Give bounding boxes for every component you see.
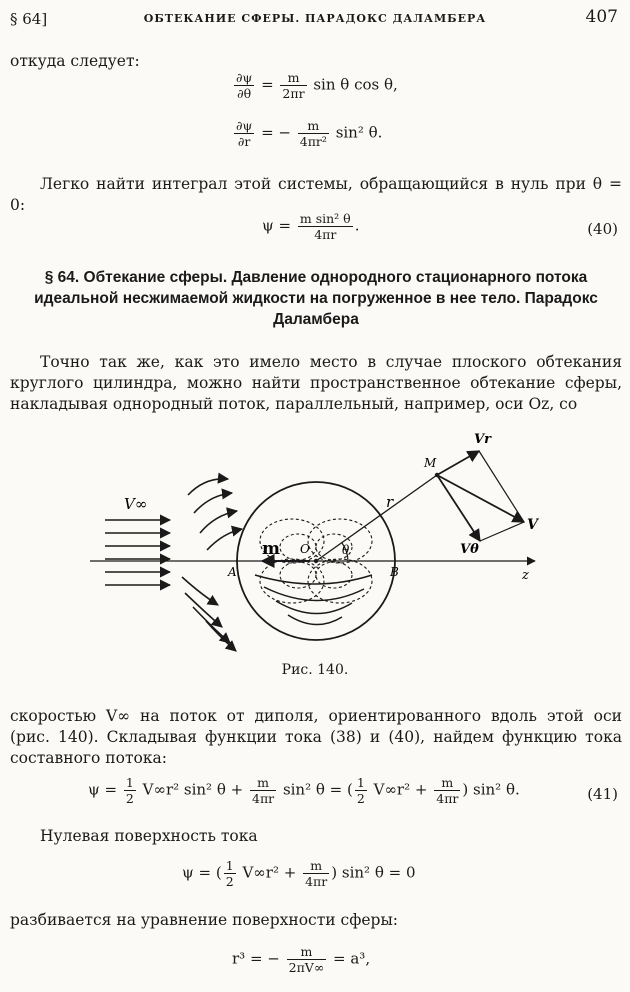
velocity-v (437, 475, 524, 522)
velocity-vtheta (437, 475, 480, 541)
label-z: z (522, 568, 529, 583)
label-m: m (262, 539, 280, 559)
inner-arc (264, 587, 364, 601)
label-vtheta: Vθ (460, 542, 479, 557)
streamline-upper (194, 493, 232, 513)
streamline-upper (200, 511, 237, 533)
streamline-upper (207, 529, 242, 550)
paragraph-2: Точно так же, как это имело место в случае плоского обтекания круглого цилиндра, можно найти пространственное обтекание сферы, накладывая однородный поток, параллельный, например, оси Oz, со (10, 353, 622, 413)
streamline-lower (193, 607, 230, 643)
paragraph-1: Легко найти интеграл этой системы, обращающийся в нуль при θ = 0: (10, 175, 622, 214)
radius-line (316, 475, 437, 561)
figure-sphere-flow (90, 425, 560, 655)
label-r: r (386, 493, 394, 511)
label-a: A (228, 565, 237, 579)
equation-40: ψ = $\frac{\text{m sin² θ}}{4\pi r}$ . (262, 211, 360, 242)
streamline-upper (188, 479, 228, 495)
equation-41: ψ = $\frac{1}{2}$ V∞r² sin² θ + $\frac{m}{4\pi r}$ sin² θ = ( $\frac{1}{2}$ V∞r² + $\frac{m}{4\pi r}$ ) sin² θ. (88, 775, 520, 806)
equation-number-41: (41) (587, 785, 618, 803)
equation-2: $\frac{\partial\psi}{\partial r}$ = − $\frac{m}{\text{4πr²}}$ sin² θ. (236, 118, 383, 149)
section-heading: § 64. Обтекание сферы. Давление однородного стационарного потока идеальной несжимаемой жидкости на погруженное в нее тело. Парадокс Даламбера (34, 269, 598, 328)
label-o: O (300, 542, 310, 556)
inner-arc (255, 575, 372, 584)
inner-arc (288, 615, 342, 625)
equation-zero-surface: ψ = ( $\frac{1}{2}$ V∞r² + $\frac{m}{4\pi r}$ ) sin² θ = 0 (182, 858, 416, 889)
paragraph-5: разбивается на уравнение поверхности сферы: (10, 911, 399, 929)
streamline-lower (182, 577, 218, 605)
label-vr: Vr (474, 432, 491, 447)
velocity-vr (437, 451, 479, 475)
label-point-m: M (424, 456, 437, 470)
equation-1: $\frac{\partial\psi}{\partial\theta}$ = $\frac{m}{2\pi r}$ sin θ cos θ, (236, 70, 398, 101)
point-m (435, 473, 439, 477)
header-title: ОБТЕКАНИЕ СФЕРЫ. ПАРАДОКС ДАЛАМБЕРА (143, 12, 487, 25)
header-section: § 64] (10, 10, 48, 28)
intro-text: откуда следует: (10, 52, 140, 70)
label-v-inf: V∞ (124, 495, 148, 513)
equation-sphere: r³ = − $\frac{m}{2\pi V\infty}$ = a³, (232, 944, 371, 975)
label-theta: θ (342, 543, 350, 557)
label-v: V (527, 517, 538, 533)
label-b: B (390, 565, 399, 579)
paragraph-3: скоростью V∞ на поток от диполя, ориентированного вдоль этой оси (рис. 140). Складывая функции тока (38) и (40), найдем функцию тока составного потока: (10, 707, 622, 767)
center-point (314, 559, 318, 563)
inner-arc (276, 601, 352, 614)
parallelogram-edge (480, 522, 524, 541)
page-number: 407 (585, 7, 618, 27)
paragraph-4: Нулевая поверхность тока (40, 827, 258, 845)
figure-caption: Рис. 140. (281, 662, 349, 678)
parallelogram-edge (479, 451, 524, 522)
equation-number-40: (40) (587, 220, 618, 238)
streamline-lower (185, 593, 222, 627)
